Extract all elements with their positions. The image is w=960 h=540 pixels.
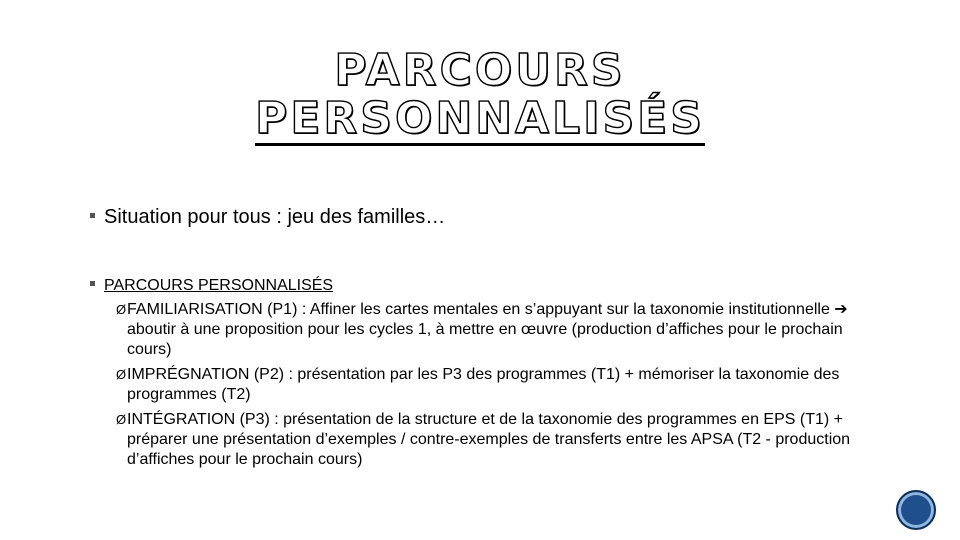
arrow-bullet-icon: Ø xyxy=(116,412,127,427)
bullet-parcours xyxy=(90,274,333,298)
list-item-text: IMPRÉGNATION (P2) : présentation par les P3 des programmes (T1) + mémoriser la taxonomie des programmes (T2) xyxy=(127,366,840,403)
list-item xyxy=(116,300,876,360)
list-item-text: INTÉGRATION (P3) : présentation de la structure et de la taxonomie des programmes en EPS (T1) + préparer une présentation d’exemples / contre-exemples de transferts entre les APSA (T2 - production d’affiches pour le prochain cours) xyxy=(127,411,851,468)
list-item-text: FAMILIARISATION (P1) : Affiner les cartes mentales en s’appuyant sur la taxonomie institutionnelle ➔ aboutir à une proposition pour les cycles 1, à mettre en œuvre (production d’affiches pour le prochain cours) xyxy=(127,301,848,358)
square-bullet-icon xyxy=(90,213,95,218)
slide-title xyxy=(0,45,960,146)
bullet-situation-text: Situation pour tous : jeu des familles… xyxy=(104,206,446,228)
list-item xyxy=(116,365,876,405)
title-line-2: PERSONNALISÉS xyxy=(255,96,705,146)
square-bullet-icon xyxy=(90,281,95,286)
list-item xyxy=(116,410,876,470)
bullet-parcours-heading: PARCOURS PERSONNALISÉS xyxy=(104,277,334,294)
sub-bullet-list xyxy=(116,300,876,475)
bullet-situation xyxy=(90,205,445,229)
arrow-bullet-icon: Ø xyxy=(116,367,127,382)
title-line-1: PARCOURS xyxy=(334,45,626,96)
arrow-bullet-icon: Ø xyxy=(116,302,127,317)
circle-badge-icon xyxy=(896,490,936,530)
